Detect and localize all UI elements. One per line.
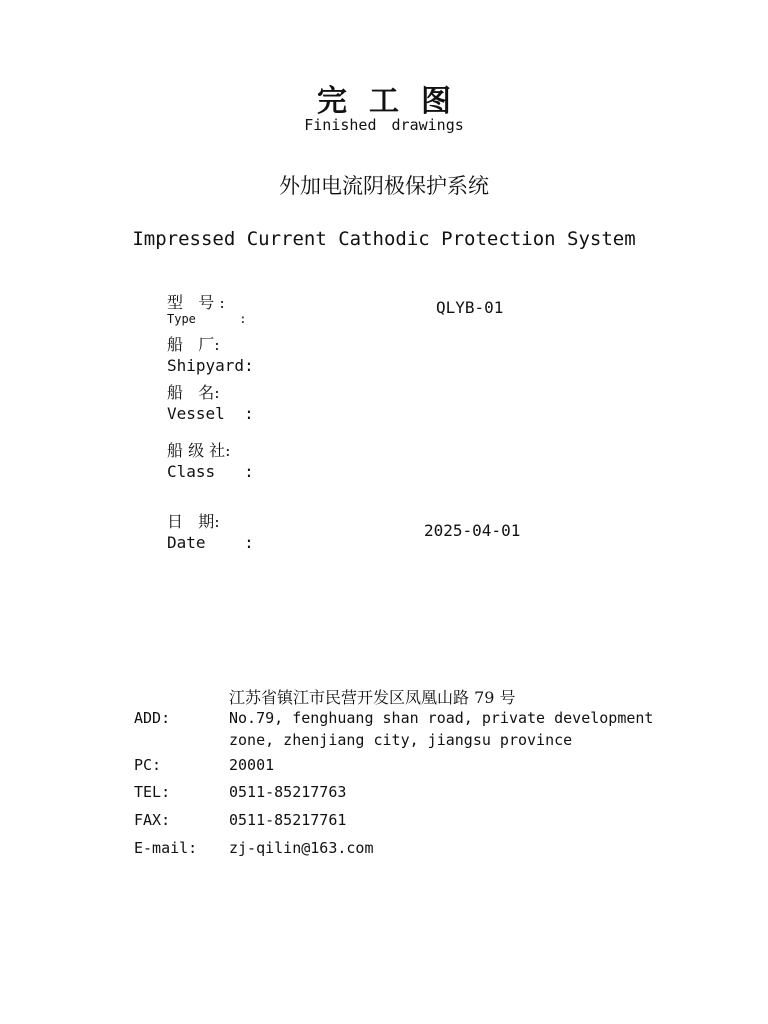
date-value: 2025-04-01 bbox=[424, 521, 521, 540]
email-link[interactable]: zj-qilin@163.com bbox=[229, 839, 374, 857]
email-label: E-mail: bbox=[134, 839, 198, 857]
type-label-en: Type : bbox=[167, 312, 247, 326]
fax-label: FAX: bbox=[134, 811, 171, 829]
date-label-en: Date : bbox=[167, 533, 254, 552]
tel-label: TEL: bbox=[134, 783, 171, 801]
class-label-en: Class : bbox=[167, 462, 254, 481]
shipyard-label-en: Shipyard: bbox=[167, 356, 254, 375]
vessel-label-en: Vessel : bbox=[167, 404, 254, 423]
type-value: QLYB-01 bbox=[436, 298, 504, 317]
date-label-cn: 日 期: bbox=[167, 512, 220, 531]
address-chinese: 江苏省镇江市民营开发区凤凰山路 79 号 bbox=[229, 688, 516, 707]
vessel-label-cn: 船 名: bbox=[167, 383, 220, 402]
pc-label: PC: bbox=[134, 756, 162, 774]
address-english-line1: No.79, fenghuang shan road, private development bbox=[229, 709, 654, 727]
shipyard-label-cn: 船 厂: bbox=[167, 335, 220, 354]
class-label-cn: 船 级 社: bbox=[167, 441, 231, 460]
pc-value: 20001 bbox=[229, 756, 275, 774]
add-label: ADD: bbox=[134, 709, 171, 727]
fax-value: 0511-85217761 bbox=[229, 811, 347, 829]
type-label-cn: 型 号 : bbox=[167, 293, 225, 312]
subject-chinese: 外加电流阴极保护系统 bbox=[279, 174, 489, 198]
title-english: Finished drawings bbox=[304, 116, 464, 134]
tel-value: 0511-85217763 bbox=[229, 783, 347, 801]
subject-english: Impressed Current Cathodic Protection System bbox=[132, 228, 636, 250]
address-english-line2: zone, zhenjiang city, jiangsu province bbox=[229, 731, 573, 749]
title-chinese: 完工图 bbox=[317, 84, 473, 119]
